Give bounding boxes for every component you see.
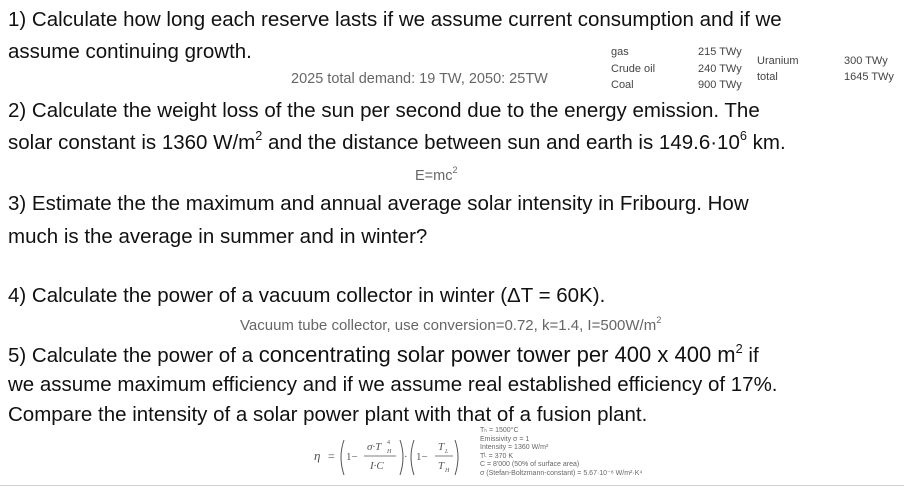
svg-text:H: H — [445, 468, 450, 474]
question-5-line-1 — [8, 342, 759, 369]
svg-text:1−: 1− — [416, 451, 428, 463]
demand-note: 2025 total demand: 19 TW, 2050: 25TW — [291, 71, 548, 87]
superscript: 6 — [739, 127, 747, 143]
reserve-gas-label: gas — [611, 46, 629, 58]
svg-text:4: 4 — [387, 440, 390, 446]
svg-text:T: T — [438, 460, 445, 472]
superscript: 2 — [452, 165, 458, 176]
carnot-efficiency-formula — [312, 432, 472, 482]
einstein-formula-text: E=mc — [415, 168, 453, 184]
reserve-crude-label: Crude oil — [611, 63, 656, 75]
reserve-total-label: total — [757, 71, 778, 83]
svg-text:T: T — [438, 441, 445, 453]
svg-text:H: H — [387, 449, 392, 455]
superscript: 2 — [735, 340, 743, 356]
reserve-gas-value: 215 TWy — [698, 46, 742, 58]
formula-parameter: Tᴸ = 370 K — [480, 452, 514, 460]
formula-parameter: C = 8'000 (50% of surface area) — [480, 461, 580, 468]
svg-text:I·C: I·C — [370, 460, 384, 472]
question-5-line-1-text-c: if — [742, 344, 759, 367]
question-2-line-2-text-b: and the distance between sun and earth is 149.6·10 — [262, 131, 740, 154]
question-2-line-2-text-c: km. — [746, 131, 786, 154]
svg-text:1−: 1− — [346, 451, 358, 463]
formula-parameter: Tₕ = 1500°C — [480, 427, 519, 434]
question-2-line-2-text-a: solar constant is 1360 W/m — [8, 131, 256, 154]
question-5-line-1-emphasis: concentrating solar power tower per 400 x 400 m — [258, 342, 736, 367]
reserve-coal-label: Coal — [611, 79, 634, 91]
question-3-line-1: 3) Estimate the the maximum and annual average solar intensity in Fribourg. How — [8, 192, 749, 215]
reserve-uranium-value: 300 TWy — [844, 55, 888, 67]
formula-parameter: Intensity = 1360 W/m² — [480, 444, 549, 451]
svg-text:η: η — [314, 448, 321, 463]
bottom-divider — [0, 485, 904, 486]
question-3-line-2: much is the average in summer and in winter? — [8, 225, 428, 248]
question-1-line-1: 1) Calculate how long each reserve lasts if we assume current consumption and if we — [8, 8, 782, 31]
question-2-line-2 — [8, 127, 786, 156]
formula-parameter: Emissivity σ = 1 — [480, 435, 530, 443]
svg-text:·: · — [404, 451, 408, 463]
reserve-total-value: 1645 TWy — [844, 71, 894, 83]
question-4-line-1: 4) Calculate the power of a vacuum collector in winter (ΔT = 60K). — [8, 284, 606, 307]
svg-text:=: = — [328, 449, 335, 463]
superscript: 2 — [656, 315, 662, 326]
reserve-coal-value: 900 TWy — [698, 79, 742, 91]
question-5-line-3: Compare the intensity of a solar power plant with that of a fusion plant. — [8, 403, 648, 426]
question-2-line-1: 2) Calculate the weight loss of the sun per second due to the energy emission. The — [8, 99, 760, 122]
formula-parameters — [480, 427, 642, 478]
svg-text:L: L — [445, 449, 449, 455]
superscript: 2 — [255, 127, 263, 143]
reserve-uranium-label: Uranium — [757, 55, 799, 67]
einstein-formula — [415, 165, 458, 184]
question-1-line-2: assume continuing growth. — [8, 40, 252, 63]
question-5-line-1-text-a: 5) Calculate the power of a — [8, 344, 259, 367]
vacuum-collector-note — [240, 317, 661, 334]
svg-text:σ·T: σ·T — [367, 441, 382, 453]
vacuum-collector-note-text: Vacuum tube collector, use conversion=0.72, k=1.4, I=500W/m — [240, 317, 657, 334]
reserve-crude-value: 240 TWy — [698, 63, 742, 75]
formula-parameter: σ (Stefan-Boltzmann-constant) = 5.67·10⁻⁸ W/m²·K⁴ — [480, 469, 643, 477]
question-5-line-2: we assume maximum efficiency and if we assume real established efficiency of 17%. — [8, 373, 778, 396]
